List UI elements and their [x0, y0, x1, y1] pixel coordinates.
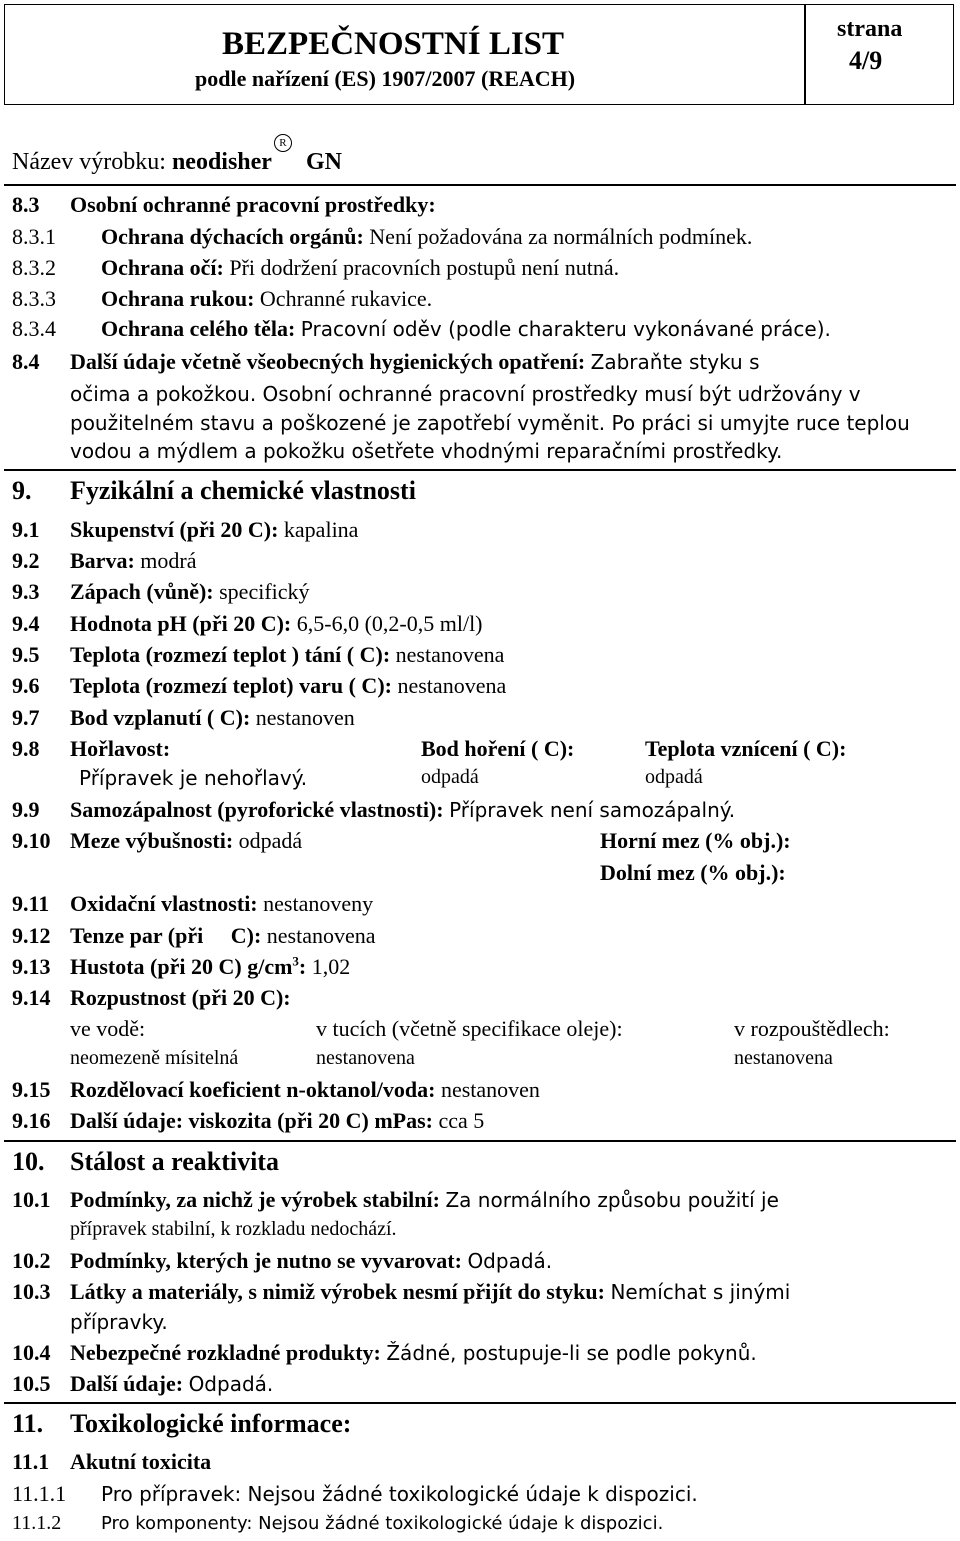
s11-1-title: Akutní toxicita: [70, 1449, 212, 1474]
s9-7-value: nestanoven: [255, 705, 355, 730]
s9-7-num: 9.7: [12, 705, 40, 730]
s8-3-2-value: Při dodržení pracovních postupů není nutná.: [229, 255, 620, 280]
s8-3-3-line: [101, 286, 432, 312]
s9-5-label: Teplota (rozmezí teplot ) tání ( C):: [70, 642, 391, 667]
s9-2-num: 9.2: [12, 548, 40, 573]
s8-4-text2b: Osobní ochranné pracovní prostředky musí být udržovány v: [262, 382, 861, 406]
s10-5-line: [70, 1371, 273, 1397]
s10-4-label: Nebezpečné rozkladné produkty:: [70, 1340, 381, 1365]
s10-title: Stálost a reaktivita: [70, 1147, 279, 1176]
s8-4-text1: Zabraňte styku s: [590, 350, 760, 374]
page-number: 4/9: [849, 46, 883, 75]
s9-11-value: nestanoveny: [263, 891, 374, 916]
s10-1-label: Podmínky, za nichž je výrobek stabilní:: [70, 1187, 440, 1212]
s9-7-label: Bod vzplanutí ( C):: [70, 705, 251, 730]
s9-11-num: 9.11: [12, 891, 50, 916]
s9-2-label: Barva:: [70, 548, 135, 573]
s8-3-3-label: Ochrana rukou:: [101, 286, 255, 311]
s8-3-3-value: Ochranné rukavice.: [259, 286, 433, 311]
s9-6-label: Teplota (rozmezí teplot) varu ( C):: [70, 673, 392, 698]
s9-14-water-label: ve vodě:: [70, 1016, 146, 1041]
product-name: neodisher: [171, 149, 272, 175]
s9-num: 9.: [12, 476, 32, 505]
s9-3-value: specifický: [219, 579, 310, 604]
s9-13-colon: :: [298, 954, 307, 979]
s9-9-num: 9.9: [12, 797, 40, 822]
s9-1-label: Skupenství (při 20 C):: [70, 517, 279, 542]
s9-11-line: [70, 891, 373, 917]
s8-4-line2: [70, 382, 861, 406]
s9-6-num: 9.6: [12, 673, 40, 698]
s8-4-line1: [70, 349, 759, 375]
s8-3-2-line: [101, 255, 619, 281]
s9-9-label: Samozápalnost (pyroforické vlastnosti):: [70, 797, 444, 822]
s10-3-label: Látky a materiály, s nimiž výrobek nesmí přijít do styku:: [70, 1279, 605, 1304]
product-rule: [4, 184, 956, 186]
s9-13-num: 9.13: [12, 954, 51, 979]
s11-1-1-num: 11.1.1: [12, 1481, 67, 1506]
s9-12-line: [70, 923, 376, 949]
s11-title: Toxikologické informace:: [70, 1409, 352, 1438]
s9-8-burn-label: Bod hoření ( C):: [421, 736, 575, 761]
s9-10-value: odpadá: [238, 828, 303, 853]
s9-5-num: 9.5: [12, 642, 40, 667]
s10-2-num: 10.2: [12, 1248, 51, 1273]
s9-6-value: nestanovena: [397, 673, 507, 698]
s11-num: 11.: [12, 1409, 44, 1438]
s10-2-line: [70, 1248, 552, 1274]
s11-1-2-value: Pro komponenty: Nejsou žádné toxikologické údaje k dispozici.: [101, 1513, 664, 1534]
s9-6-line: [70, 673, 506, 699]
s9-8-label: Hořlavost:: [70, 736, 171, 761]
s9-3-label: Zápach (vůně):: [70, 579, 214, 604]
s10-3-line: [70, 1279, 790, 1305]
s10-2-value: Odpadá.: [467, 1249, 553, 1273]
s9-7-line: [70, 705, 355, 731]
s9-14-fat-value: nestanovena: [316, 1047, 415, 1069]
s10-1-num: 10.1: [12, 1187, 51, 1212]
s9-5-value: nestanovena: [395, 642, 505, 667]
s9-14-fat-label: v tucích (včetně specifikace oleje):: [316, 1016, 623, 1041]
s9-10-upper: Horní mez (% obj.):: [600, 828, 791, 853]
s8-3-1-num: 8.3.1: [12, 224, 56, 249]
s8-4-text2: očima a pokožkou.: [70, 382, 257, 406]
s10-num: 10.: [12, 1147, 45, 1176]
s9-rule: [4, 1140, 956, 1142]
s9-13-value: 1,02: [311, 954, 351, 979]
s11-1-2-num: 11.1.2: [12, 1512, 62, 1534]
s9-1-line: [70, 517, 358, 543]
registered-mark: R: [274, 134, 292, 152]
s10-5-label: Další údaje:: [70, 1371, 184, 1396]
s8-3-1-label: Ochrana dýchacích orgánů:: [101, 224, 364, 249]
s10-1-value2: přípravek stabilní, k rozkladu nedochází.: [70, 1218, 397, 1240]
s9-9-line: [70, 797, 735, 823]
s9-12-num: 9.12: [12, 923, 51, 948]
s8-4-line3: [70, 411, 910, 435]
s8-4-line4: vodou a mýdlem a pokožku ošetřete vhodnými reparačními prostředky.: [70, 439, 783, 463]
s9-14-solv-label: v rozpouštědlech:: [734, 1016, 890, 1041]
s9-16-num: 9.16: [12, 1108, 51, 1133]
s10-3-num: 10.3: [12, 1279, 51, 1304]
s8-3-1-line: [101, 224, 752, 250]
s8-rule: [4, 469, 956, 471]
s9-12-label: Tenze par (při: [70, 923, 204, 948]
s9-4-line: [70, 611, 483, 637]
s9-10-num: 9.10: [12, 828, 51, 853]
s9-13-sup: 3: [292, 953, 299, 969]
s9-15-value: nestanoven: [440, 1077, 540, 1102]
s9-9-value: Přípravek není samozápalný.: [449, 798, 736, 822]
page-label: strana: [837, 16, 903, 42]
s9-13-label: Hustota (při 20 C) g/cm: [70, 954, 293, 979]
s8-3-1-value: Není požadována za normálních podmínek.: [369, 224, 753, 249]
product-suffix: GN: [305, 149, 342, 175]
s8-3-3-num: 8.3.3: [12, 286, 56, 311]
s9-4-num: 9.4: [12, 611, 40, 636]
s8-3-2-num: 8.3.2: [12, 255, 56, 280]
s8-3-2-label: Ochrana očí:: [101, 255, 224, 280]
s9-13-line: [70, 954, 350, 980]
s9-10-line: [70, 828, 302, 854]
s9-14-num: 9.14: [12, 985, 51, 1010]
s9-10-label: Meze výbušnosti:: [70, 828, 234, 853]
s10-rule: [4, 1402, 956, 1404]
s10-4-num: 10.4: [12, 1340, 51, 1365]
s9-2-line: [70, 548, 196, 574]
s9-14-water-value: neomezeně mísitelná: [70, 1047, 239, 1069]
s9-16-value: cca 5: [438, 1108, 485, 1133]
s9-15-num: 9.15: [12, 1077, 51, 1102]
s9-8-ign-label: Teplota vznícení ( C):: [645, 736, 847, 761]
s9-12-label2: C):: [230, 923, 262, 948]
s10-3-value: Nemíchat s jinými: [610, 1280, 791, 1304]
doc-subtitle: podle nařízení (ES) 1907/2007 (REACH): [195, 66, 576, 91]
s9-11-label: Oxidační vlastnosti:: [70, 891, 258, 916]
header-divider: [804, 4, 806, 105]
s8-3-num: 8.3: [12, 192, 40, 217]
s10-2-label: Podmínky, kterých je nutno se vyvarovat:: [70, 1248, 462, 1273]
s8-3-4-value: Pracovní oděv (podle charakteru vykonávané práce).: [300, 317, 831, 341]
s11-1-1-value: Pro přípravek: Nejsou žádné toxikologické údaje k dispozici.: [101, 1482, 698, 1506]
s8-3-4-num: 8.3.4: [12, 316, 56, 341]
s9-8-value: Přípravek je nehořlavý.: [79, 766, 308, 790]
s9-8-burn-value: odpadá: [421, 766, 479, 788]
s10-4-line: [70, 1340, 757, 1366]
product-line: [12, 137, 342, 176]
doc-title: BEZPEČNOSTNÍ LIST: [222, 26, 565, 62]
s8-4-label: Další údaje včetně všeobecných hygienických opatření:: [70, 349, 586, 374]
s11-1-num: 11.1: [12, 1449, 50, 1474]
s9-12-value: nestanovena: [266, 923, 376, 948]
s10-5-value: Odpadá.: [188, 1372, 274, 1396]
s9-15-line: [70, 1077, 540, 1103]
s9-3-num: 9.3: [12, 579, 40, 604]
s9-16-label: Další údaje: viskozita (při 20 C) mPas:: [70, 1108, 433, 1133]
s10-1-value: Za normálního způsobu použití je: [445, 1188, 779, 1212]
s10-4-value: Žádné, postupuje-li se podle pokynů.: [386, 1341, 757, 1365]
s9-15-label: Rozdělovací koeficient n-oktanol/voda:: [70, 1077, 436, 1102]
s10-5-num: 10.5: [12, 1371, 51, 1396]
s8-3-4-line: [101, 316, 831, 342]
s10-1-line: [70, 1187, 779, 1213]
s9-10-lower: Dolní mez (% obj.):: [600, 860, 786, 885]
s9-2-value: modrá: [140, 548, 197, 573]
s10-3-value2: přípravky.: [70, 1310, 168, 1334]
s8-3-4-label: Ochrana celého těla:: [101, 316, 296, 341]
s8-4-text3: použitelném stavu a poškozené je zapotřebí vyměnit.: [70, 411, 606, 435]
s8-4-num: 8.4: [12, 349, 40, 374]
s9-8-num: 9.8: [12, 736, 40, 761]
s9-1-value: kapalina: [283, 517, 359, 542]
s9-title: Fyzikální a chemické vlastnosti: [70, 476, 416, 505]
s9-8-ign-value: odpadá: [645, 766, 703, 788]
s9-4-value: 6,5-6,0 (0,2-0,5 ml/l): [296, 611, 483, 636]
s9-3-line: [70, 579, 310, 605]
s9-14-label: Rozpustnost (při 20 C):: [70, 985, 291, 1010]
s9-1-num: 9.1: [12, 517, 40, 542]
s9-4-label: Hodnota pH (při 20 C):: [70, 611, 292, 636]
s8-4-text3b: Po práci si umyjte ruce teplou: [611, 411, 910, 435]
product-label: Název výrobku:: [12, 149, 166, 175]
s9-14-solv-value: nestanovena: [734, 1047, 833, 1069]
s8-3-title: Osobní ochranné pracovní prostředky:: [70, 192, 436, 217]
s9-16-line: [70, 1108, 484, 1134]
s9-5-line: [70, 642, 504, 668]
